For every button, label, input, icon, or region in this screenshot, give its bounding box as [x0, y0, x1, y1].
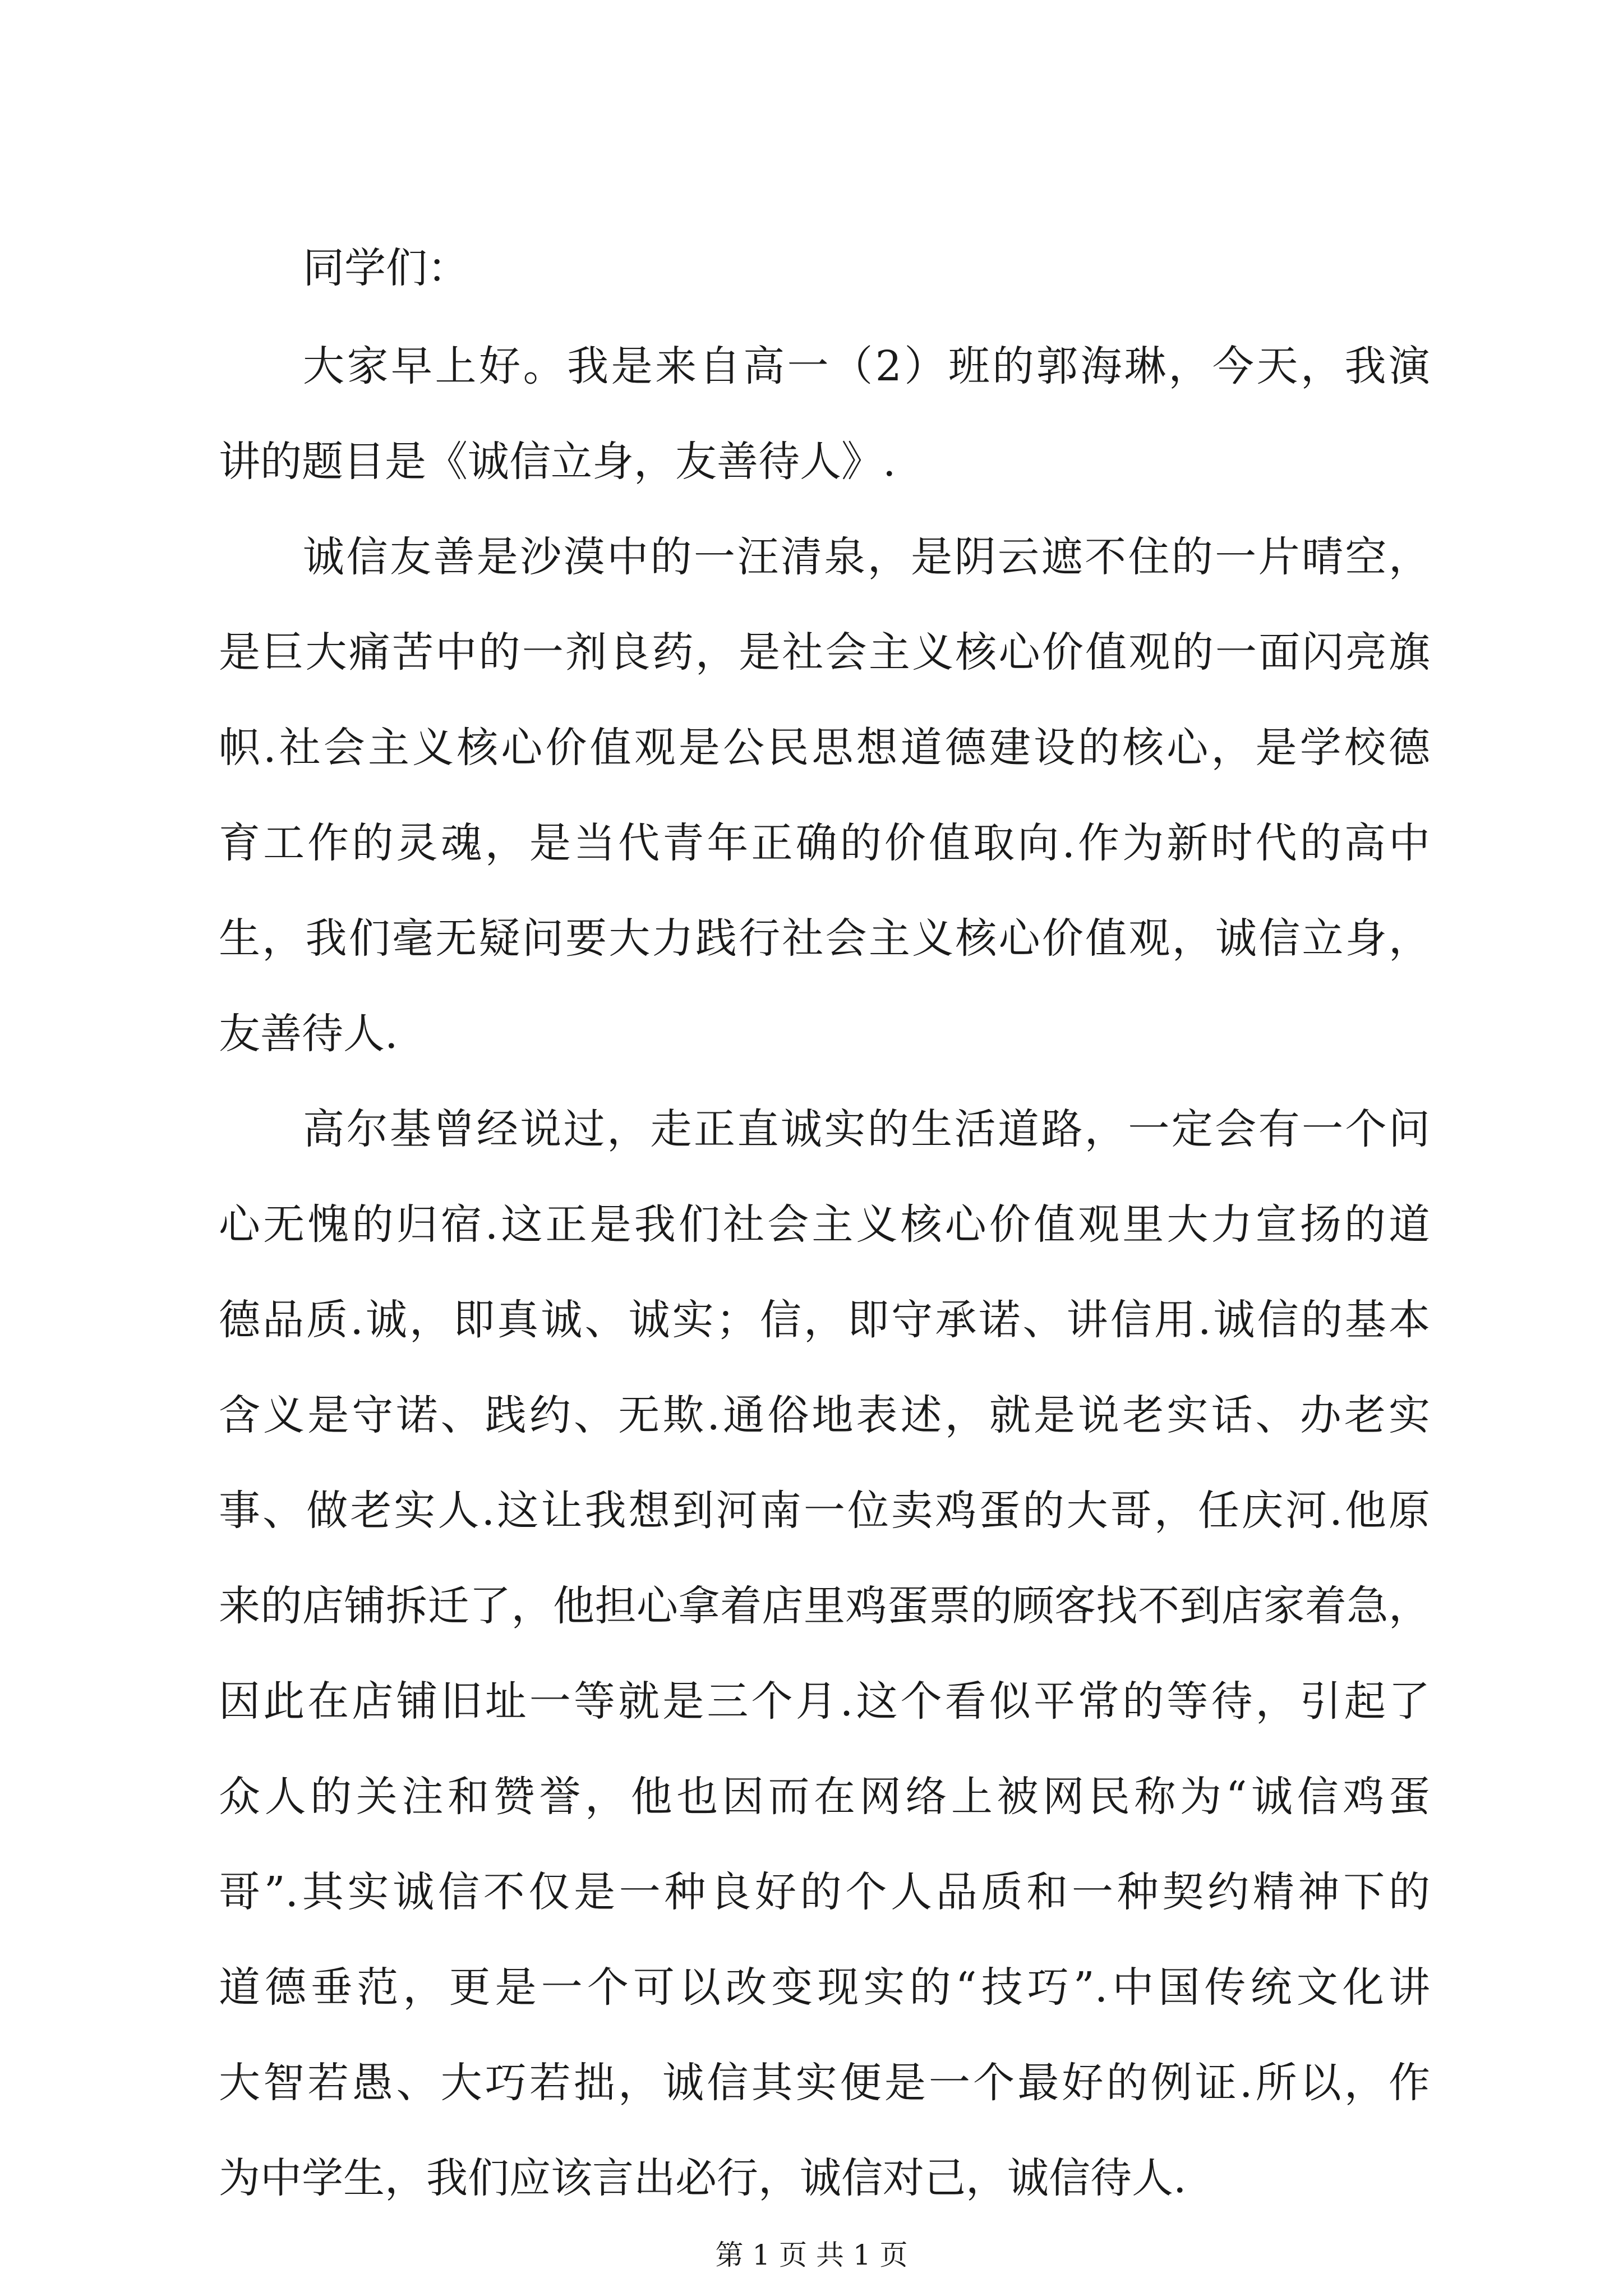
paragraph-1-line-2: 讲的题目是《诚信立身，友善待人》. — [219, 438, 896, 486]
paragraph-2-line-5: 生，我们毫无疑问要大力践行社会主义核心价值观，诚信立身， — [219, 914, 1430, 963]
paragraph-3-line-6: 来的店铺拆迁了，他担心拿着店里鸡蛋票的顾客找不到店家着急， — [219, 1582, 1430, 1630]
paragraph-1-line-1: 大家早上好。我是来自高一（2）班的郭海琳，今天，我演 — [303, 342, 1430, 390]
paragraph-3-line-11: 大智若愚、大巧若拙，诚信其实便是一个最好的例证.所以，作 — [219, 2059, 1430, 2107]
paragraph-2-line-3: 帜.社会主义核心价值观是公民思想道德建设的核心，是学校德 — [219, 724, 1430, 772]
paragraph-2-line-4: 育工作的灵魂，是当代青年正确的价值取向.作为新时代的高中 — [219, 819, 1430, 867]
paragraph-3-line-9: 哥”.其实诚信不仅是一种良好的个人品质和一种契约精神下的 — [219, 1868, 1430, 1916]
page-number-footer: 第 1 页 共 1 页 — [715, 2239, 908, 2271]
paragraph-3-line-10: 道德垂范，更是一个可以改变现实的“技巧”.中国传统文化讲 — [219, 1963, 1430, 2012]
paragraph-3-line-8: 众人的关注和赞誉，他也因而在网络上被网民称为“诚信鸡蛋 — [219, 1773, 1430, 1821]
paragraph-3-line-3: 德品质.诚，即真诚、诚实；信，即守承诺、讲信用.诚信的基本 — [219, 1296, 1430, 1344]
paragraph-2-line-6: 友善待人. — [219, 1010, 398, 1058]
paragraph-3-line-4: 含义是守诺、践约、无欺.通俗地表述，就是说老实话、办老实 — [219, 1391, 1430, 1439]
paragraph-3-line-2: 心无愧的归宿.这正是我们社会主义核心价值观里大力宣扬的道 — [219, 1200, 1430, 1249]
paragraph-2-line-1: 诚信友善是沙漠中的一汪清泉，是阴云遮不住的一片晴空， — [303, 533, 1430, 581]
paragraph-3-line-12: 为中学生，我们应该言出必行，诚信对己，诚信待人. — [219, 2154, 1187, 2202]
paragraph-3-line-7: 因此在店铺旧址一等就是三个月.这个看似平常的等待，引起了 — [219, 1677, 1430, 1726]
paragraph-3-line-1: 高尔基曾经说过，走正直诚实的生活道路，一定会有一个问 — [303, 1105, 1430, 1153]
salutation-line: 同学们： — [303, 244, 469, 292]
paragraph-3-line-5: 事、做老实人.这让我想到河南一位卖鸡蛋的大哥，任庆河.他原 — [219, 1487, 1430, 1535]
paragraph-2-line-2: 是巨大痛苦中的一剂良药，是社会主义核心价值观的一面闪亮旗 — [219, 628, 1430, 677]
